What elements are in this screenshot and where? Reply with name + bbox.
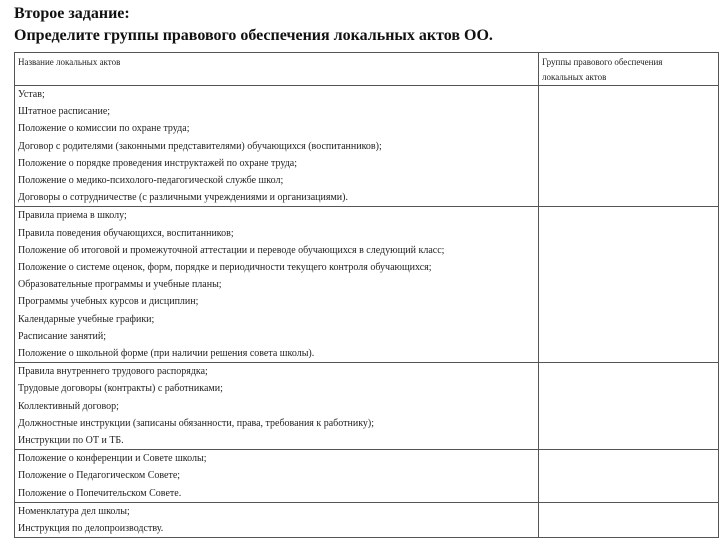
table-row [15, 363, 719, 450]
act-item: Положение о Педагогическом Совете; [18, 470, 181, 482]
local-acts-table [14, 52, 719, 538]
act-item: Положение о комиссии по охране труда; [18, 123, 190, 135]
act-item: Программы учебных курсов и дисциплин; [18, 296, 199, 308]
act-item: Должностные инструкции (записаны обязанности, права, требования к работнику); [18, 417, 375, 429]
col-header-groups-line2: локальных актов [542, 72, 607, 82]
group-answer-cell[interactable] [539, 86, 719, 207]
act-item: Договор с родителями (законными представителями) обучающихся (воспитанников); [18, 140, 382, 152]
act-item: Положение о конференции и Совете школы; [18, 453, 207, 465]
table-row [15, 207, 719, 363]
col-header-acts-label: Название локальных актов [18, 57, 121, 67]
act-item: Правила внутреннего трудового распорядка; [18, 366, 208, 378]
act-item: Положение о системе оценок, форм, порядке и периодичности текущего контроля обучающихся; [18, 262, 432, 274]
col-header-acts [15, 53, 539, 86]
act-item: Штатное расписание; [18, 106, 111, 118]
act-item: Образовательные программы и учебные планы; [18, 279, 222, 291]
act-item: Номенклатура дел школы; [18, 505, 130, 517]
act-item: Инструкция по делопроизводству. [18, 523, 164, 535]
acts-list-cell [15, 86, 539, 207]
act-item: Положение о Попечительском Совете. [18, 487, 182, 499]
acts-list-cell [15, 450, 539, 503]
act-item: Положение о медико-психолого-педагогической службе школ; [18, 175, 284, 187]
col-header-groups [539, 53, 719, 86]
group-answer-cell[interactable] [539, 502, 719, 537]
act-item: Календарные учебные графики; [18, 313, 155, 325]
task-title: Второе задание: [14, 5, 130, 22]
act-item: Положение об итоговой и промежуточной аттестации и переводе обучающихся в следующий класс; [18, 244, 445, 256]
act-item: Правила поведения обучающихся, воспитанников; [18, 227, 234, 239]
table-row [15, 502, 719, 537]
acts-list-cell [15, 207, 539, 363]
col-header-groups-line1: Группы правового обеспечения [542, 57, 663, 67]
act-item: Устав; [18, 89, 45, 100]
act-item: Правила приема в школу; [18, 210, 127, 222]
act-item: Трудовые договоры (контракты) с работниками; [18, 383, 223, 395]
act-item: Договоры о сотрудничестве (с различными учреждениями и организациями). [18, 192, 348, 204]
act-item: Положение о порядке проведения инструктажей по охране труда; [18, 157, 298, 169]
act-item: Инструкции по ОТ и ТБ. [18, 435, 124, 447]
group-answer-cell[interactable] [539, 450, 719, 503]
act-item: Положение о школьной форме (при наличии решения совета школы). [18, 348, 315, 360]
table-row [15, 86, 719, 207]
act-item: Расписание занятий; [18, 330, 106, 342]
group-answer-cell[interactable] [539, 207, 719, 363]
group-answer-cell[interactable] [539, 363, 719, 450]
acts-list-cell [15, 363, 539, 450]
acts-list-cell [15, 502, 539, 537]
table-row [15, 450, 719, 503]
table-header-row [15, 53, 719, 86]
task-instruction: Определите группы правового обеспечения локальных актов ОО. [14, 27, 493, 44]
act-item: Коллективный договор; [18, 400, 119, 412]
